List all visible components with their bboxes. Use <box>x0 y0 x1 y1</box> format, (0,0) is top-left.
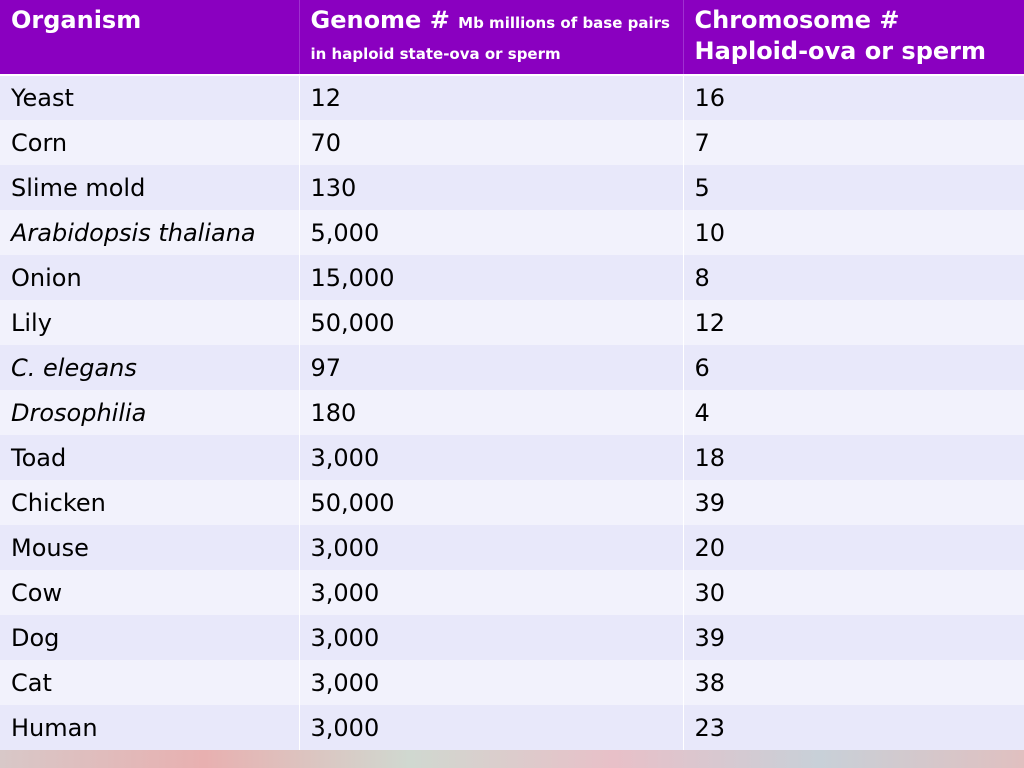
chromosome-cell: 12 <box>683 300 1024 345</box>
table-row <box>0 390 1024 435</box>
chromosome-cell: 20 <box>683 525 1024 570</box>
organism-cell: Dog <box>0 615 299 660</box>
table-row <box>0 165 1024 210</box>
table-row <box>0 300 1024 345</box>
table-row <box>0 480 1024 525</box>
genome-cell: 3,000 <box>299 525 683 570</box>
table-body <box>0 75 1024 750</box>
table-row <box>0 525 1024 570</box>
genome-cell: 130 <box>299 165 683 210</box>
genome-cell: 70 <box>299 120 683 165</box>
chromosome-cell: 16 <box>683 75 1024 120</box>
header-chromosome <box>683 0 1024 75</box>
chromosome-cell: 4 <box>683 390 1024 435</box>
organism-cell: Onion <box>0 255 299 300</box>
chromosome-cell: 18 <box>683 435 1024 480</box>
table-row <box>0 210 1024 255</box>
organism-cell: Corn <box>0 120 299 165</box>
organism-cell: Chicken <box>0 480 299 525</box>
chromosome-cell: 10 <box>683 210 1024 255</box>
table-row <box>0 75 1024 120</box>
genome-cell: 15,000 <box>299 255 683 300</box>
genome-cell: 3,000 <box>299 615 683 660</box>
organism-cell: Drosophilia <box>0 390 299 435</box>
organism-cell: Cow <box>0 570 299 615</box>
header-organism <box>0 0 299 75</box>
genome-cell: 3,000 <box>299 660 683 705</box>
table-row <box>0 255 1024 300</box>
table-row <box>0 570 1024 615</box>
genome-cell: 180 <box>299 390 683 435</box>
genome-cell: 3,000 <box>299 570 683 615</box>
genome-cell: 50,000 <box>299 300 683 345</box>
chromosome-cell: 38 <box>683 660 1024 705</box>
chromosome-cell: 39 <box>683 615 1024 660</box>
table-header <box>0 0 1024 75</box>
table-row <box>0 435 1024 480</box>
header-chromosome-label: Chromosome # <box>694 6 900 34</box>
genome-cell: 3,000 <box>299 435 683 480</box>
genome-cell: 12 <box>299 75 683 120</box>
table-row <box>0 705 1024 750</box>
chromosome-cell: 6 <box>683 345 1024 390</box>
chromosome-cell: 30 <box>683 570 1024 615</box>
genome-cell: 5,000 <box>299 210 683 255</box>
organism-cell: C. elegans <box>0 345 299 390</box>
organism-cell: Lily <box>0 300 299 345</box>
organism-cell: Human <box>0 705 299 750</box>
header-organism-label: Organism <box>11 6 142 34</box>
organism-cell: Slime mold <box>0 165 299 210</box>
chromosome-cell: 8 <box>683 255 1024 300</box>
genome-cell: 3,000 <box>299 705 683 750</box>
header-genome-label: Genome # <box>310 6 450 34</box>
genome-cell: 50,000 <box>299 480 683 525</box>
table-row <box>0 660 1024 705</box>
organism-cell: Toad <box>0 435 299 480</box>
table-row <box>0 120 1024 165</box>
organism-cell: Mouse <box>0 525 299 570</box>
chromosome-cell: 5 <box>683 165 1024 210</box>
chromosome-cell: 7 <box>683 120 1024 165</box>
header-row <box>0 0 1024 75</box>
genome-cell: 97 <box>299 345 683 390</box>
organism-cell: Cat <box>0 660 299 705</box>
table-row <box>0 345 1024 390</box>
header-genome <box>299 0 683 75</box>
organism-cell: Yeast <box>0 75 299 120</box>
header-genome-sublabel: Mb millions of base pairs in haploid state-ova or sperm <box>310 14 670 63</box>
header-chromosome-sublabel: Haploid-ova or sperm <box>694 37 986 65</box>
table-row <box>0 615 1024 660</box>
chromosome-cell: 23 <box>683 705 1024 750</box>
organism-cell: Arabidopsis thaliana <box>0 210 299 255</box>
chromosome-cell: 39 <box>683 480 1024 525</box>
